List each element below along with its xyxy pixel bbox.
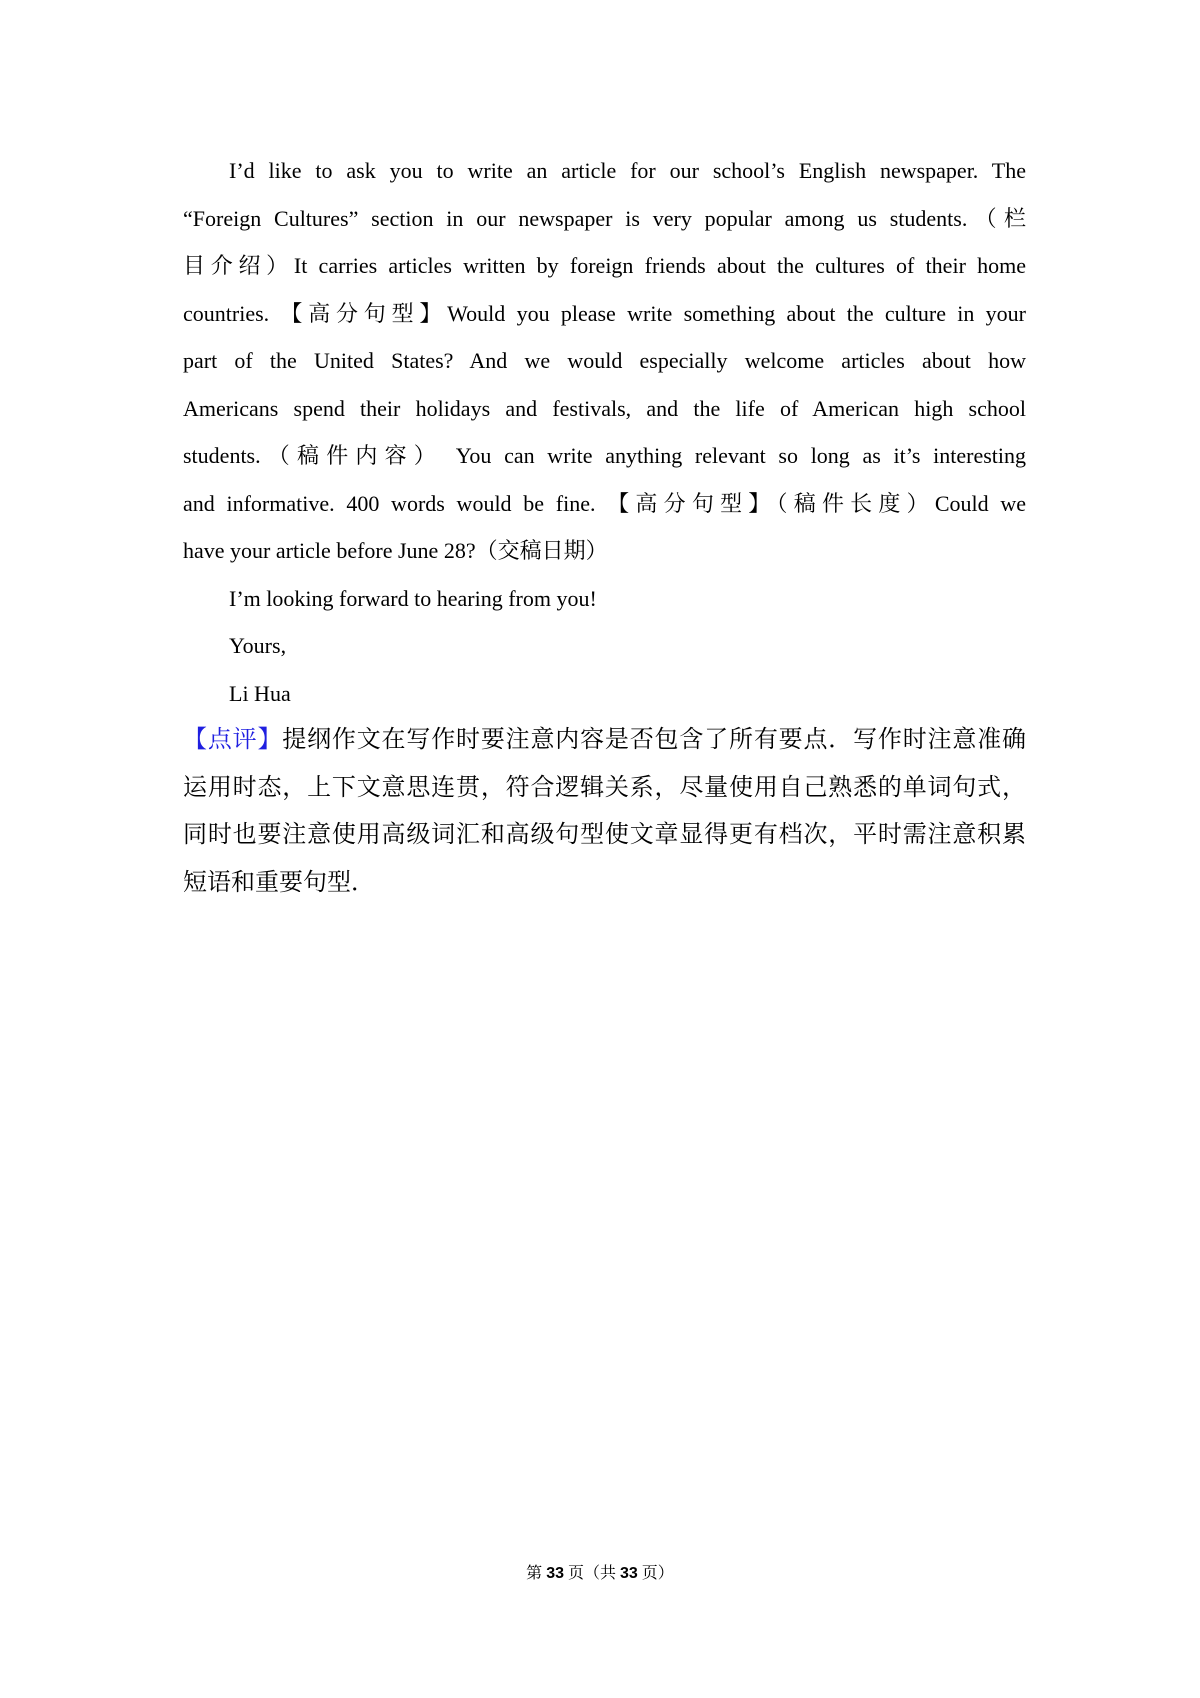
comment-line: 同时也要注意使用高级词汇和高级句型使文章显得更有档次，平时需注意积累 bbox=[183, 822, 1026, 848]
letter-paragraph-line: Americans spend their holidays and festivals, and the life of American high school bbox=[183, 395, 1026, 421]
letter-paragraph-line: countries. 【高分句型】Would you please write something about the culture in your bbox=[183, 300, 1026, 326]
comment-first-line bbox=[183, 717, 1026, 765]
page-footer bbox=[0, 1562, 1200, 1586]
letter-paragraph-line: part of the United States? And we would especially welcome articles about how bbox=[183, 348, 1026, 373]
footer-page-number: 33 bbox=[546, 1565, 564, 1582]
comment-line: 短语和重要句型． bbox=[183, 869, 375, 896]
letter-paragraph-line: I’d like to ask you to write an article for our school’s English newspaper. The bbox=[229, 158, 1026, 183]
letter-signature: Li Hua bbox=[229, 680, 291, 706]
document-body bbox=[183, 147, 1026, 907]
letter-paragraph-line: and informative. 400 words would be fine. 【高分句型】（稿件长度）Could we bbox=[183, 490, 1026, 516]
footer-middle: 页（共 bbox=[563, 1565, 620, 1582]
letter-paragraph-line: “Foreign Cultures” section in our newspaper is very popular among us students.（栏 bbox=[183, 205, 1026, 231]
comment-text: 提纲作文在写作时要注意内容是否包含了所有要点．写作时注意准确 bbox=[282, 727, 1026, 753]
letter-closing-sentence: I’m looking forward to hearing from you! bbox=[229, 585, 597, 611]
comment-line: 运用时态，上下文意思连贯，符合逻辑关系，尽量使用自己熟悉的单词句式， bbox=[183, 774, 1026, 801]
letter-paragraph-line: students.（稿件内容） You can write anything relevant so long as it’s interesting bbox=[183, 443, 1026, 468]
footer-total-pages: 33 bbox=[620, 1565, 638, 1582]
letter-paragraph-line: 目介绍）It carries articles written by foreign friends about the cultures of their home bbox=[183, 253, 1026, 278]
footer-suffix: 页） bbox=[637, 1565, 674, 1582]
letter-paragraph-line: have your article before June 28?（交稿日期） bbox=[183, 538, 608, 563]
footer-prefix: 第 bbox=[526, 1565, 547, 1582]
letter-sign-off: Yours, bbox=[229, 633, 287, 658]
comment-label: 【点评】 bbox=[183, 727, 283, 753]
